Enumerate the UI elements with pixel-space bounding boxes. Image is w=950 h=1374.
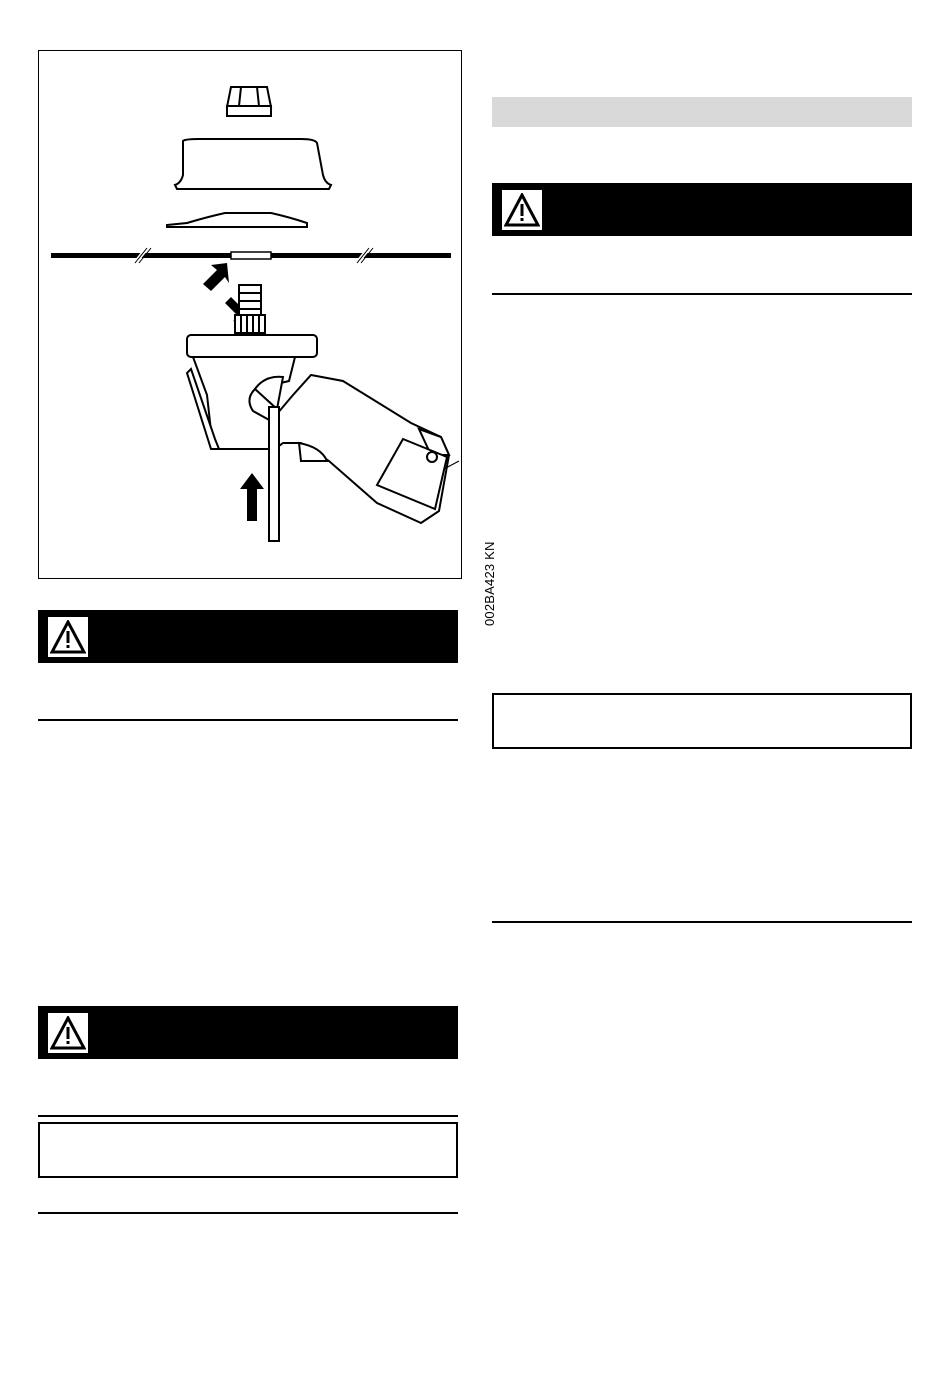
warning-triangle-icon [48, 617, 88, 657]
section-divider [38, 1115, 458, 1117]
arrow-icon [240, 473, 264, 521]
section-divider [38, 719, 458, 721]
section-heading-bar [492, 97, 912, 127]
section-divider [492, 293, 912, 295]
warning-header-2 [38, 1006, 458, 1059]
warning-header-3 [492, 183, 912, 236]
rider-plate-icon [167, 213, 307, 227]
section-divider [38, 1212, 458, 1214]
warning-triangle-icon [502, 190, 542, 230]
section-divider [492, 921, 912, 923]
blade-mounting-illustration [39, 51, 463, 580]
cutting-blade-icon [51, 248, 451, 263]
warning-triangle-icon [48, 1013, 88, 1053]
figure-code: 002BA423 KN [482, 541, 497, 626]
nut-icon [227, 87, 271, 116]
blade-mounting-figure [38, 50, 497, 626]
note-box [492, 693, 912, 749]
note-box [38, 1122, 458, 1178]
gearbox-icon [187, 285, 449, 523]
locking-pin-icon [269, 407, 279, 541]
warning-header-1 [38, 610, 458, 663]
thrust-plate-icon [175, 139, 331, 189]
